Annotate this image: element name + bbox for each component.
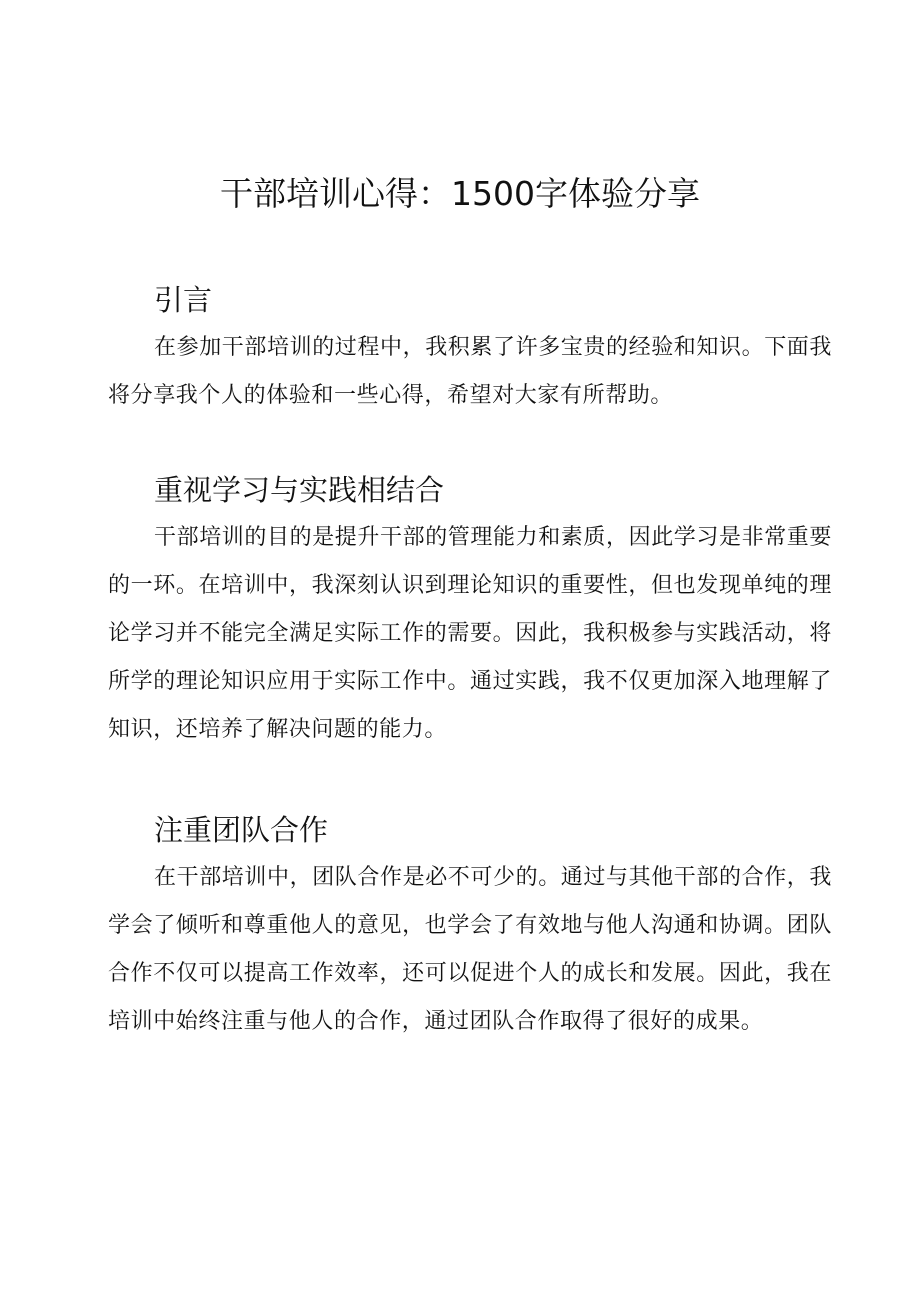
- section-paragraph: 在参加干部培训的过程中，我积累了许多宝贵的经验和知识。下面我将分享我个人的体验和一些心得，希望对大家有所帮助。: [108, 335, 833, 408]
- section-teamwork: [108, 810, 832, 1046]
- section-heading: 引言: [154, 283, 213, 317]
- section-introduction: [108, 280, 832, 420]
- document-title: 干部培训心得：1500字体验分享: [220, 174, 700, 213]
- section-heading: 注重团队合作: [154, 813, 329, 847]
- section-paragraph: 在干部培训中，团队合作是必不可少的。通过与其他干部的合作，我学会了倾听和尊重他人的意见，也学会了有效地与他人沟通和协调。团队合作不仅可以提高工作效率，还可以促进个人的成长和发展。因此，我在培训中始终注重与他人的合作，通过团队合作取得了很好的成果。: [108, 865, 833, 1034]
- section-paragraph: 干部培训的目的是提升干部的管理能力和素质，因此学习是非常重要的一环。在培训中，我深刻认识到理论知识的重要性，但也发现单纯的理论学习并不能完全满足实际工作的需要。因此，我积极参与实践活动，将所学的理论知识应用于实际工作中。通过实践，我不仅更加深入地理解了知识，还培养了解决问题的能力。: [108, 525, 833, 742]
- section-study-practice: [108, 470, 832, 754]
- section-heading: 重视学习与实践相结合: [154, 473, 445, 507]
